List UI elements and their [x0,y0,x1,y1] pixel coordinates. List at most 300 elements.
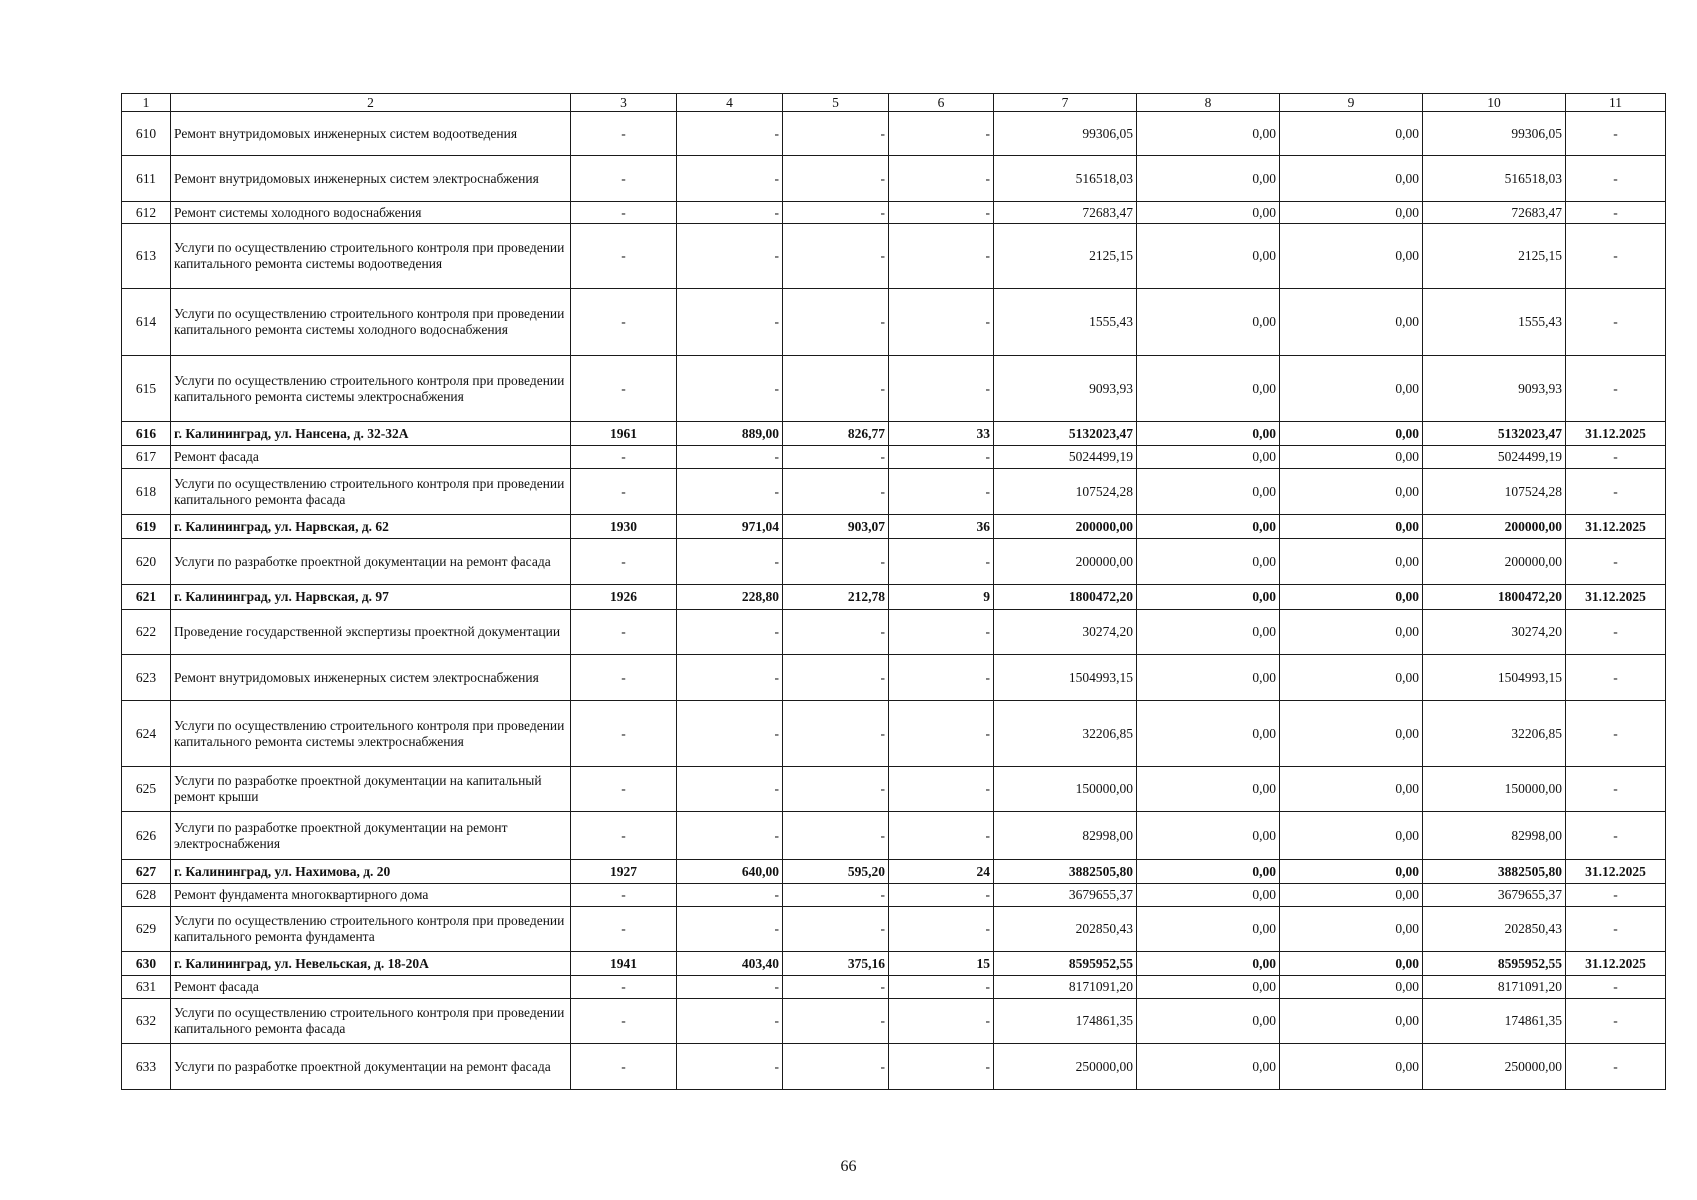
residents-count-cell: - [889,907,994,952]
completion-date-cell: - [1566,202,1666,224]
total-area-cell: - [677,655,783,701]
living-area-cell: 212,78 [783,585,889,610]
work-name-cell: Ремонт внутридомовых инженерных систем электроснабжения [171,156,571,202]
owner-funds-cell: 1555,43 [1423,289,1566,356]
col-header-7: 7 [994,94,1137,112]
owner-funds-cell: 200000,00 [1423,539,1566,585]
regional-funds-cell: 0,00 [1280,356,1423,422]
completion-date-cell: - [1566,701,1666,767]
document-sheet [121,93,1665,1090]
total-cost-cell: 250000,00 [994,1044,1137,1090]
completion-date-cell: - [1566,610,1666,655]
work-name-cell: Ремонт внутридомовых инженерных систем электроснабжения [171,655,571,701]
table-row [122,1044,1666,1090]
owner-funds-cell: 8595952,55 [1423,952,1566,976]
regional-funds-cell: 0,00 [1280,767,1423,812]
build-year-cell: - [571,202,677,224]
federal-funds-cell: 0,00 [1137,701,1280,767]
regional-funds-cell: 0,00 [1280,422,1423,446]
table-row [122,701,1666,767]
living-area-cell: - [783,907,889,952]
living-area-cell: 595,20 [783,860,889,884]
build-year-cell: - [571,356,677,422]
completion-date-cell: 31.12.2025 [1566,515,1666,539]
build-year-cell: - [571,539,677,585]
build-year-cell: - [571,767,677,812]
col-header-2: 2 [171,94,571,112]
row-number-cell: 617 [122,446,171,469]
completion-date-cell: - [1566,655,1666,701]
owner-funds-cell: 5132023,47 [1423,422,1566,446]
completion-date-cell: - [1566,1044,1666,1090]
row-number-cell: 627 [122,860,171,884]
table-row [122,289,1666,356]
row-number-cell: 615 [122,356,171,422]
table-row [122,952,1666,976]
federal-funds-cell: 0,00 [1137,422,1280,446]
col-header-10: 10 [1423,94,1566,112]
total-area-cell: - [677,1044,783,1090]
table-row [122,202,1666,224]
row-number-cell: 625 [122,767,171,812]
residents-count-cell: - [889,1044,994,1090]
residents-count-cell: - [889,446,994,469]
federal-funds-cell: 0,00 [1137,112,1280,156]
owner-funds-cell: 150000,00 [1423,767,1566,812]
work-name-cell: г. Калининград, ул. Нахимова, д. 20 [171,860,571,884]
residents-count-cell: - [889,112,994,156]
row-number-cell: 628 [122,884,171,907]
regional-funds-cell: 0,00 [1280,224,1423,289]
table-row [122,356,1666,422]
living-area-cell: - [783,976,889,999]
total-area-cell: 403,40 [677,952,783,976]
completion-date-cell: - [1566,767,1666,812]
living-area-cell: 826,77 [783,422,889,446]
regional-funds-cell: 0,00 [1280,907,1423,952]
build-year-cell: - [571,224,677,289]
works-table [121,93,1666,1090]
owner-funds-cell: 99306,05 [1423,112,1566,156]
living-area-cell: - [783,1044,889,1090]
completion-date-cell: - [1566,156,1666,202]
residents-count-cell: - [889,202,994,224]
total-cost-cell: 3679655,37 [994,884,1137,907]
row-number-cell: 621 [122,585,171,610]
living-area-cell: - [783,289,889,356]
total-area-cell: - [677,446,783,469]
build-year-cell: - [571,701,677,767]
build-year-cell: 1926 [571,585,677,610]
total-area-cell: - [677,356,783,422]
living-area-cell: - [783,446,889,469]
build-year-cell: - [571,884,677,907]
residents-count-cell: - [889,812,994,860]
federal-funds-cell: 0,00 [1137,999,1280,1044]
residents-count-cell: - [889,356,994,422]
col-header-9: 9 [1280,94,1423,112]
table-row [122,539,1666,585]
total-cost-cell: 200000,00 [994,515,1137,539]
col-header-6: 6 [889,94,994,112]
federal-funds-cell: 0,00 [1137,812,1280,860]
federal-funds-cell: 0,00 [1137,156,1280,202]
work-name-cell: Услуги по разработке проектной документации на ремонт электроснабжения [171,812,571,860]
table-row [122,422,1666,446]
regional-funds-cell: 0,00 [1280,585,1423,610]
row-number-cell: 613 [122,224,171,289]
work-name-cell: г. Калининград, ул. Нарвская, д. 62 [171,515,571,539]
federal-funds-cell: 0,00 [1137,469,1280,515]
table-row [122,156,1666,202]
table-row [122,884,1666,907]
owner-funds-cell: 30274,20 [1423,610,1566,655]
total-area-cell: - [677,202,783,224]
build-year-cell: - [571,999,677,1044]
table-row [122,999,1666,1044]
completion-date-cell: 31.12.2025 [1566,860,1666,884]
row-number-cell: 612 [122,202,171,224]
federal-funds-cell: 0,00 [1137,655,1280,701]
row-number-cell: 631 [122,976,171,999]
total-cost-cell: 1504993,15 [994,655,1137,701]
completion-date-cell: - [1566,976,1666,999]
owner-funds-cell: 32206,85 [1423,701,1566,767]
regional-funds-cell: 0,00 [1280,289,1423,356]
federal-funds-cell: 0,00 [1137,289,1280,356]
total-area-cell: - [677,999,783,1044]
living-area-cell: - [783,112,889,156]
regional-funds-cell: 0,00 [1280,202,1423,224]
col-header-1: 1 [122,94,171,112]
regional-funds-cell: 0,00 [1280,539,1423,585]
table-row [122,767,1666,812]
regional-funds-cell: 0,00 [1280,812,1423,860]
regional-funds-cell: 0,00 [1280,112,1423,156]
row-number-cell: 614 [122,289,171,356]
regional-funds-cell: 0,00 [1280,446,1423,469]
col-header-8: 8 [1137,94,1280,112]
work-name-cell: Проведение государственной экспертизы проектной документации [171,610,571,655]
federal-funds-cell: 0,00 [1137,539,1280,585]
federal-funds-cell: 0,00 [1137,952,1280,976]
build-year-cell: 1961 [571,422,677,446]
total-area-cell: - [677,884,783,907]
total-area-cell: 971,04 [677,515,783,539]
completion-date-cell: - [1566,224,1666,289]
table-row [122,907,1666,952]
total-area-cell: - [677,156,783,202]
owner-funds-cell: 72683,47 [1423,202,1566,224]
owner-funds-cell: 3679655,37 [1423,884,1566,907]
federal-funds-cell: 0,00 [1137,224,1280,289]
page-number: 66 [840,1158,857,1175]
completion-date-cell: 31.12.2025 [1566,422,1666,446]
residents-count-cell: - [889,610,994,655]
federal-funds-cell: 0,00 [1137,860,1280,884]
completion-date-cell: 31.12.2025 [1566,585,1666,610]
completion-date-cell: - [1566,884,1666,907]
owner-funds-cell: 250000,00 [1423,1044,1566,1090]
completion-date-cell: - [1566,446,1666,469]
living-area-cell: - [783,812,889,860]
regional-funds-cell: 0,00 [1280,156,1423,202]
federal-funds-cell: 0,00 [1137,610,1280,655]
build-year-cell: - [571,610,677,655]
regional-funds-cell: 0,00 [1280,701,1423,767]
residents-count-cell: - [889,701,994,767]
completion-date-cell: - [1566,112,1666,156]
owner-funds-cell: 200000,00 [1423,515,1566,539]
work-name-cell: Услуги по осуществлению строительного контроля при проведении капитального ремонта системы холодного водоснабжения [171,289,571,356]
table-row [122,224,1666,289]
table-body [122,94,1666,1090]
living-area-cell: - [783,610,889,655]
regional-funds-cell: 0,00 [1280,860,1423,884]
residents-count-cell: - [889,767,994,812]
total-area-cell: - [677,224,783,289]
total-area-cell: - [677,112,783,156]
total-cost-cell: 32206,85 [994,701,1137,767]
total-cost-cell: 3882505,80 [994,860,1137,884]
living-area-cell: - [783,767,889,812]
federal-funds-cell: 0,00 [1137,202,1280,224]
work-name-cell: Ремонт системы холодного водоснабжения [171,202,571,224]
living-area-cell: - [783,539,889,585]
owner-funds-cell: 5024499,19 [1423,446,1566,469]
owner-funds-cell: 202850,43 [1423,907,1566,952]
residents-count-cell: 24 [889,860,994,884]
build-year-cell: - [571,446,677,469]
table-row [122,860,1666,884]
federal-funds-cell: 0,00 [1137,446,1280,469]
row-number-cell: 624 [122,701,171,767]
work-name-cell: Услуги по осуществлению строительного контроля при проведении капитального ремонта фасада [171,999,571,1044]
total-cost-cell: 9093,93 [994,356,1137,422]
residents-count-cell: - [889,655,994,701]
work-name-cell: г. Калининград, ул. Нарвская, д. 97 [171,585,571,610]
total-area-cell: - [677,539,783,585]
work-name-cell: Ремонт фасада [171,446,571,469]
row-number-cell: 623 [122,655,171,701]
total-area-cell: - [677,701,783,767]
regional-funds-cell: 0,00 [1280,1044,1423,1090]
row-number-cell: 629 [122,907,171,952]
table-row [122,812,1666,860]
living-area-cell: - [783,999,889,1044]
regional-funds-cell: 0,00 [1280,515,1423,539]
build-year-cell: 1941 [571,952,677,976]
regional-funds-cell: 0,00 [1280,999,1423,1044]
build-year-cell: - [571,156,677,202]
row-number-cell: 616 [122,422,171,446]
total-area-cell: 228,80 [677,585,783,610]
owner-funds-cell: 516518,03 [1423,156,1566,202]
total-cost-cell: 202850,43 [994,907,1137,952]
row-number-cell: 610 [122,112,171,156]
build-year-cell: - [571,289,677,356]
work-name-cell: Ремонт фундамента многоквартирного дома [171,884,571,907]
total-area-cell: - [677,289,783,356]
living-area-cell: - [783,156,889,202]
owner-funds-cell: 2125,15 [1423,224,1566,289]
col-header-5: 5 [783,94,889,112]
row-number-cell: 630 [122,952,171,976]
regional-funds-cell: 0,00 [1280,976,1423,999]
regional-funds-cell: 0,00 [1280,655,1423,701]
total-cost-cell: 82998,00 [994,812,1137,860]
completion-date-cell: - [1566,469,1666,515]
row-number-cell: 622 [122,610,171,655]
total-area-cell: - [677,767,783,812]
total-area-cell: - [677,976,783,999]
total-cost-cell: 107524,28 [994,469,1137,515]
work-name-cell: Услуги по осуществлению строительного контроля при проведении капитального ремонта системы электроснабжения [171,701,571,767]
build-year-cell: - [571,1044,677,1090]
row-number-cell: 633 [122,1044,171,1090]
work-name-cell: г. Калининград, ул. Нансена, д. 32-32А [171,422,571,446]
residents-count-cell: - [889,999,994,1044]
living-area-cell: - [783,224,889,289]
owner-funds-cell: 1504993,15 [1423,655,1566,701]
residents-count-cell: - [889,539,994,585]
living-area-cell: - [783,469,889,515]
owner-funds-cell: 9093,93 [1423,356,1566,422]
federal-funds-cell: 0,00 [1137,976,1280,999]
residents-count-cell: 9 [889,585,994,610]
federal-funds-cell: 0,00 [1137,356,1280,422]
work-name-cell: Услуги по осуществлению строительного контроля при проведении капитального ремонта системы электроснабжения [171,356,571,422]
owner-funds-cell: 1800472,20 [1423,585,1566,610]
residents-count-cell: 15 [889,952,994,976]
col-header-11: 11 [1566,94,1666,112]
work-name-cell: Услуги по разработке проектной документации на ремонт фасада [171,1044,571,1090]
total-cost-cell: 99306,05 [994,112,1137,156]
living-area-cell: - [783,884,889,907]
table-row [122,976,1666,999]
completion-date-cell: - [1566,539,1666,585]
federal-funds-cell: 0,00 [1137,884,1280,907]
regional-funds-cell: 0,00 [1280,884,1423,907]
table-row [122,446,1666,469]
build-year-cell: - [571,812,677,860]
federal-funds-cell: 0,00 [1137,1044,1280,1090]
residents-count-cell: - [889,884,994,907]
living-area-cell: 903,07 [783,515,889,539]
build-year-cell: - [571,976,677,999]
total-area-cell: - [677,812,783,860]
work-name-cell: Ремонт внутридомовых инженерных систем водоотведения [171,112,571,156]
total-area-cell: - [677,610,783,655]
regional-funds-cell: 0,00 [1280,610,1423,655]
total-area-cell: - [677,469,783,515]
federal-funds-cell: 0,00 [1137,767,1280,812]
row-number-cell: 620 [122,539,171,585]
work-name-cell: Услуги по разработке проектной документации на капитальный ремонт крыши [171,767,571,812]
total-cost-cell: 200000,00 [994,539,1137,585]
total-cost-cell: 5132023,47 [994,422,1137,446]
regional-funds-cell: 0,00 [1280,469,1423,515]
total-cost-cell: 1555,43 [994,289,1137,356]
owner-funds-cell: 3882505,80 [1423,860,1566,884]
total-cost-cell: 5024499,19 [994,446,1137,469]
build-year-cell: - [571,469,677,515]
table-row [122,515,1666,539]
build-year-cell: - [571,907,677,952]
living-area-cell: - [783,356,889,422]
row-number-cell: 626 [122,812,171,860]
living-area-cell: - [783,701,889,767]
total-cost-cell: 174861,35 [994,999,1137,1044]
living-area-cell: - [783,655,889,701]
regional-funds-cell: 0,00 [1280,952,1423,976]
completion-date-cell: - [1566,289,1666,356]
completion-date-cell: - [1566,907,1666,952]
row-number-cell: 611 [122,156,171,202]
residents-count-cell: - [889,156,994,202]
col-header-4: 4 [677,94,783,112]
total-cost-cell: 8595952,55 [994,952,1137,976]
residents-count-cell: - [889,469,994,515]
row-number-cell: 632 [122,999,171,1044]
table-row [122,469,1666,515]
total-cost-cell: 2125,15 [994,224,1137,289]
federal-funds-cell: 0,00 [1137,585,1280,610]
build-year-cell: - [571,655,677,701]
total-cost-cell: 8171091,20 [994,976,1137,999]
owner-funds-cell: 82998,00 [1423,812,1566,860]
total-cost-cell: 516518,03 [994,156,1137,202]
work-name-cell: Услуги по осуществлению строительного контроля при проведении капитального ремонта системы водоотведения [171,224,571,289]
completion-date-cell: 31.12.2025 [1566,952,1666,976]
federal-funds-cell: 0,00 [1137,515,1280,539]
completion-date-cell: - [1566,999,1666,1044]
total-cost-cell: 1800472,20 [994,585,1137,610]
total-area-cell: 640,00 [677,860,783,884]
residents-count-cell: - [889,976,994,999]
residents-count-cell: 33 [889,422,994,446]
living-area-cell: - [783,202,889,224]
living-area-cell: 375,16 [783,952,889,976]
completion-date-cell: - [1566,356,1666,422]
residents-count-cell: 36 [889,515,994,539]
row-number-cell: 619 [122,515,171,539]
completion-date-cell: - [1566,812,1666,860]
table-row [122,112,1666,156]
federal-funds-cell: 0,00 [1137,907,1280,952]
residents-count-cell: - [889,289,994,356]
row-number-cell: 618 [122,469,171,515]
total-area-cell: 889,00 [677,422,783,446]
work-name-cell: Услуги по осуществлению строительного контроля при проведении капитального ремонта фундамента [171,907,571,952]
owner-funds-cell: 8171091,20 [1423,976,1566,999]
table-row [122,585,1666,610]
col-header-3: 3 [571,94,677,112]
work-name-cell: г. Калининград, ул. Невельская, д. 18-20А [171,952,571,976]
build-year-cell: 1930 [571,515,677,539]
build-year-cell: - [571,112,677,156]
work-name-cell: Услуги по разработке проектной документации на ремонт фасада [171,539,571,585]
owner-funds-cell: 107524,28 [1423,469,1566,515]
work-name-cell: Ремонт фасада [171,976,571,999]
owner-funds-cell: 174861,35 [1423,999,1566,1044]
total-cost-cell: 72683,47 [994,202,1137,224]
total-cost-cell: 150000,00 [994,767,1137,812]
column-number-header [122,94,1666,112]
table-row [122,655,1666,701]
residents-count-cell: - [889,224,994,289]
total-cost-cell: 30274,20 [994,610,1137,655]
